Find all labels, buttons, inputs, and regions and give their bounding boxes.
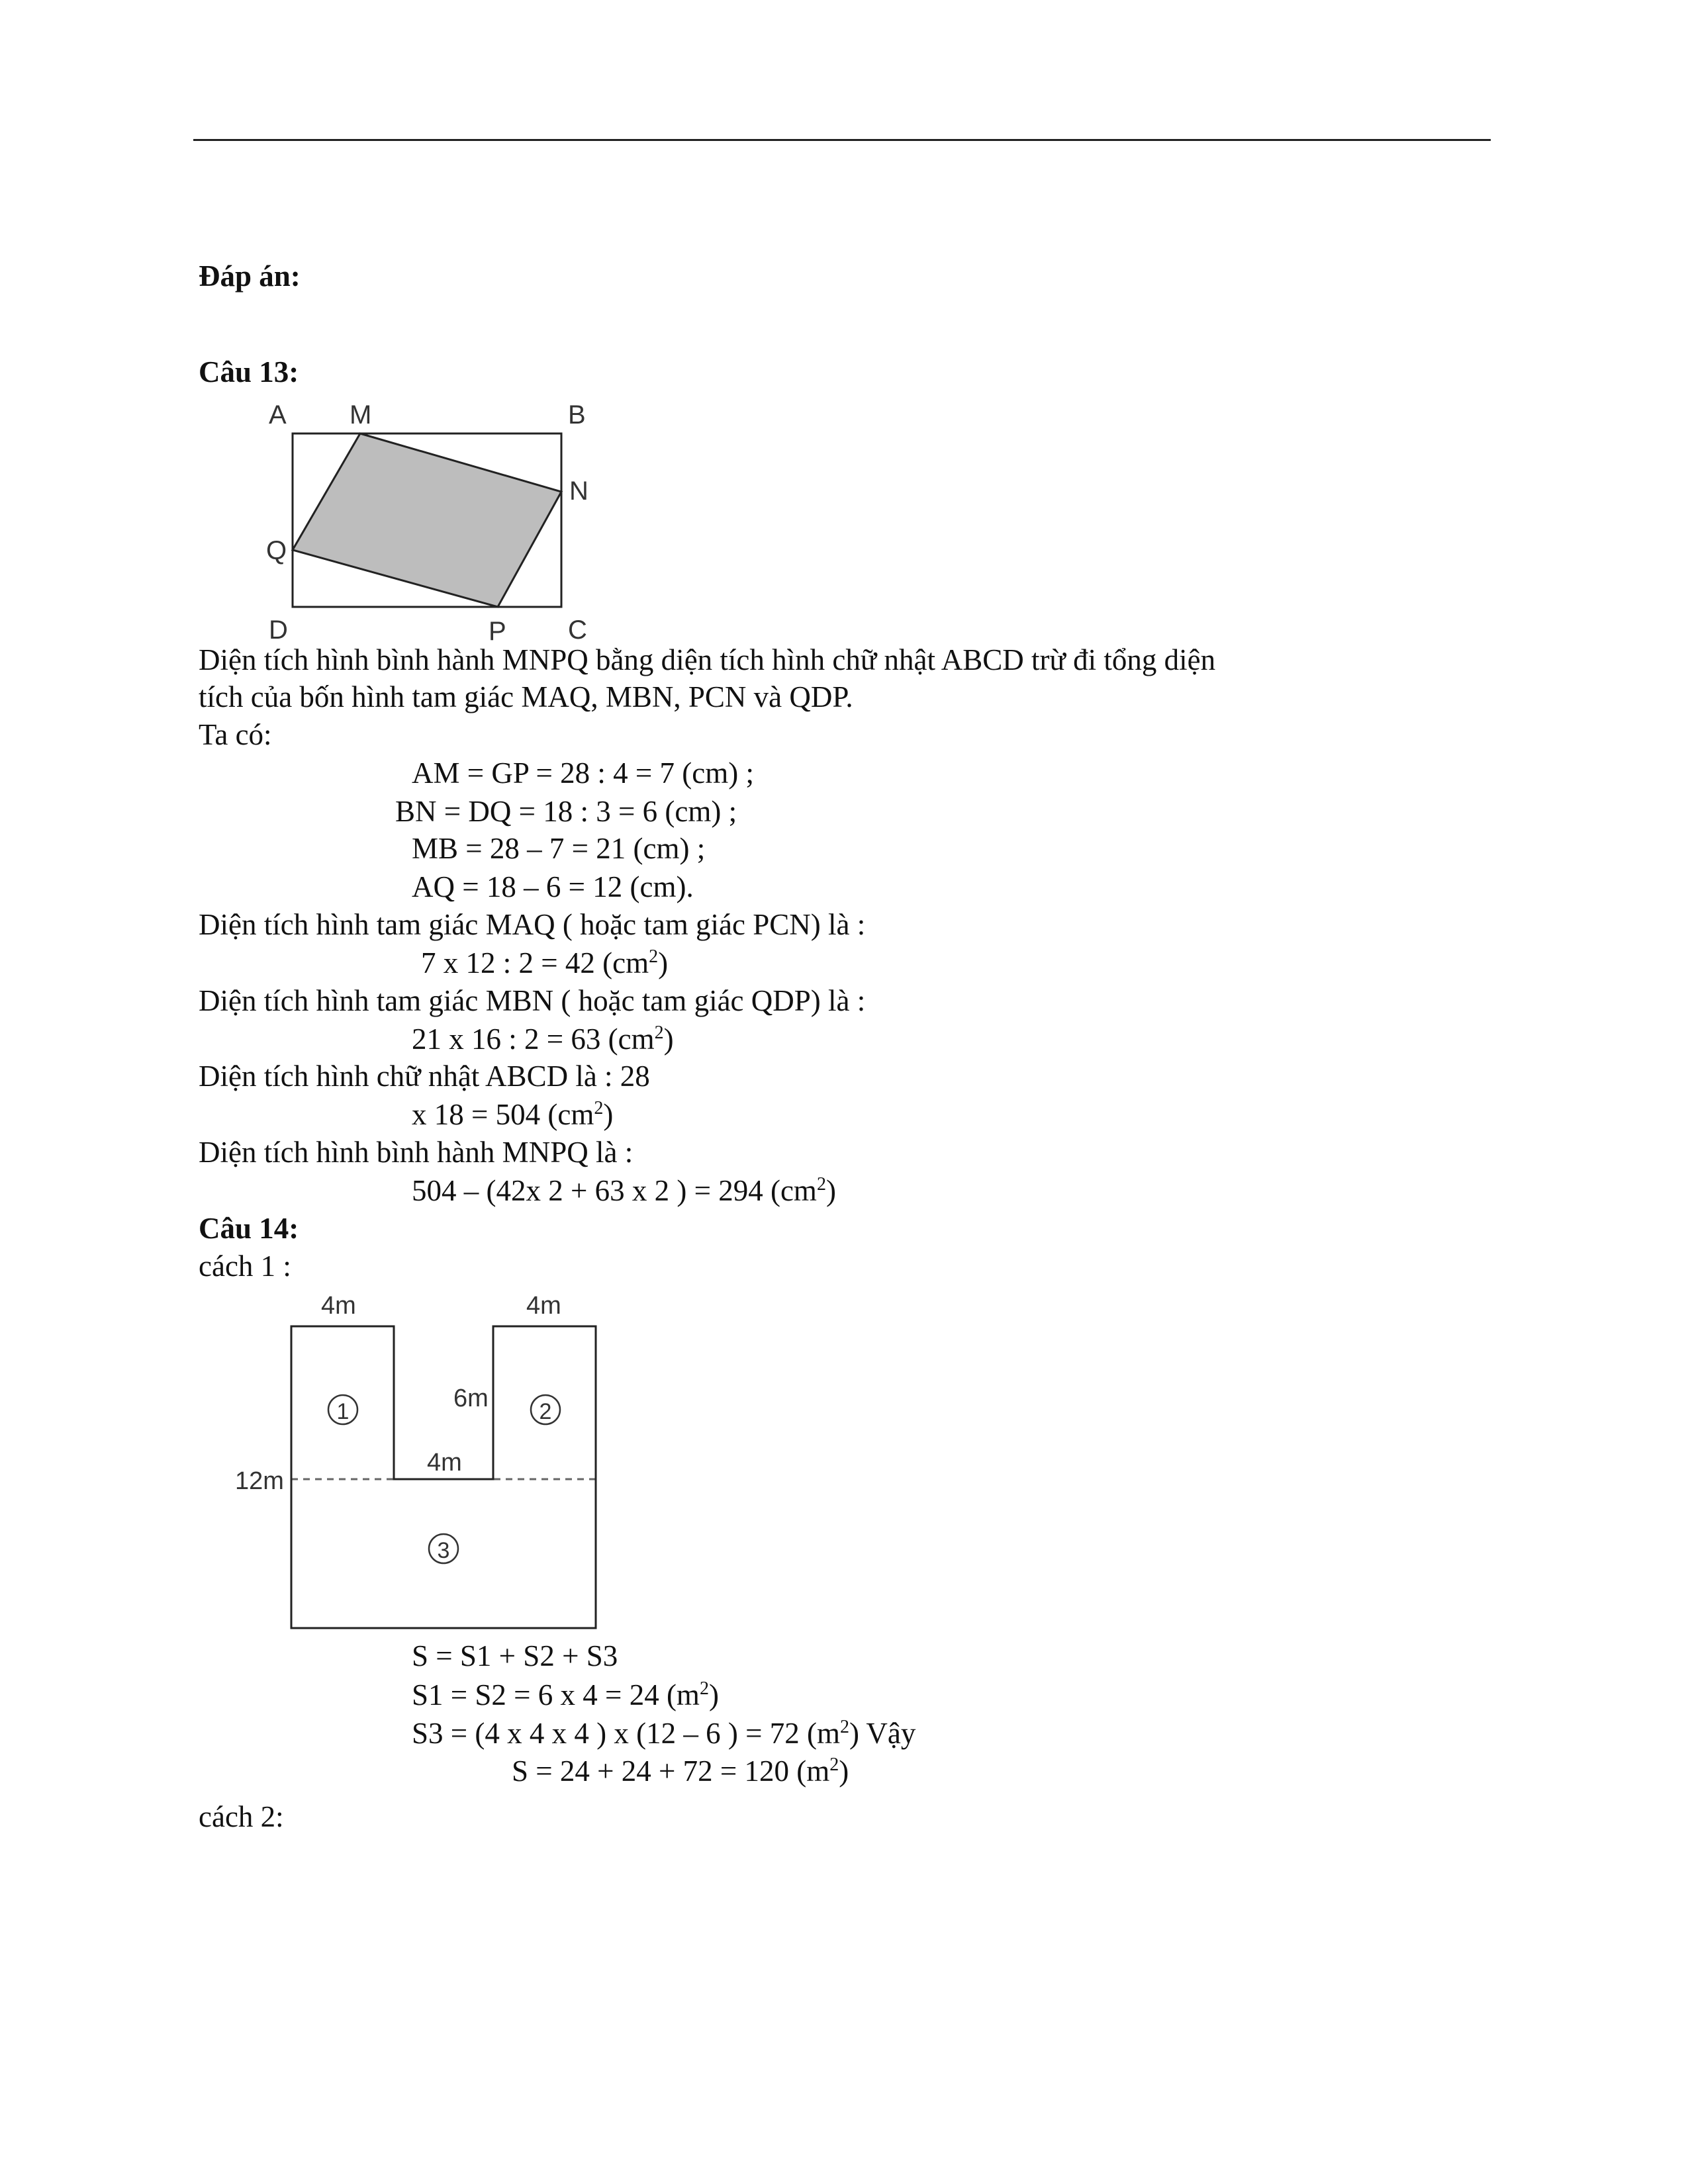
label-n: N [569,477,588,506]
method-2-label: cách 2: [199,1800,284,1833]
s-formula: S = S1 + S2 + S3 [412,1639,618,1672]
s3-calc: S3 = (4 x 4 x 4 ) x (12 – 6 ) = 72 $(m^2)$ Vậy [412,1717,916,1750]
label-a: A [269,400,287,430]
label-top-left-width: 4m [321,1292,356,1320]
area-abcd-label: Diện tích hình chữ nhật ABCD là : 28 [199,1060,650,1093]
parallelogram-mnpq [293,433,561,607]
answer-heading: Đáp án: [199,259,301,293]
area-mbn-label: Diện tích hình tam giác MBN ( hoặc tam giác QDP) là : [199,984,866,1017]
superscript: 2 [649,946,659,967]
superscript: 2 [594,1098,604,1118]
label-inner-width: 4m [427,1449,462,1477]
u-shape-outline [291,1326,596,1628]
area-mbn-calc: 21 x 16 : 2 = 63 $(cm^2)$ [412,1023,674,1056]
parallelogram-figure [252,394,662,645]
label-q: Q [266,536,287,565]
question-14-title: Câu 14: [199,1212,299,1245]
area-maq-calc: 7 x 12 : 2 = 42 $(cm^2)$ [421,946,669,979]
label-d: D [269,615,288,645]
equation-mb: MB = 28 – 7 = 21 (cm) ; [412,832,706,865]
q13-text-line-2: tích của bốn hình tam giác MAQ, MBN, PCN và QDP. [199,680,853,713]
label-inner-height: 6m [453,1385,489,1412]
label-top-right-width: 4m [526,1292,561,1320]
region-3-number: 3 [437,1538,450,1563]
area-mnpq-calc: 504 – (42x 2 + 63 x 2 ) = 294 $(cm^2)$ [412,1174,836,1207]
s1-s2-calc: S1 = S2 = 6 x 4 = 24 $(m^2)$ [412,1678,719,1711]
equation-aq: AQ = 18 – 6 = 12 (cm). [412,870,694,903]
q13-text-line-1: Diện tích hình bình hành MNPQ bằng diện tích hình chữ nhật ABCD trừ đi tổng diện [199,643,1216,676]
equation-bn: BN = DQ = 18 : 3 = 6 (cm) ; [395,795,737,828]
area-mnpq-label: Diện tích hình bình hành MNPQ là : [199,1136,633,1169]
superscript: 2 [654,1023,664,1043]
header-rule [193,139,1491,141]
ta-co-label: Ta có: [199,718,272,751]
superscript: 2 [816,1174,826,1195]
area-abcd-calc: x 18 = 504 $(cm^2)$ [412,1098,614,1131]
label-p: P [489,617,506,645]
region-2-number: 2 [539,1399,552,1424]
superscript: 2 [839,1717,849,1737]
label-c: C [568,615,587,645]
s-total-calc: S = 24 + 24 + 72 = 120 $(m^2)$ [512,1754,849,1788]
area-maq-label: Diện tích hình tam giác MAQ ( hoặc tam giác PCN) là : [199,908,866,941]
question-13-title: Câu 13: [199,355,299,388]
superscript: 2 [699,1678,709,1699]
label-total-height: 12m [235,1467,284,1495]
u-shape-figure [225,1284,649,1641]
superscript: 2 [829,1754,839,1775]
equation-am: AM = GP = 28 : 4 = 7 (cm) ; [412,756,754,790]
method-1-label: cách 1 : [199,1250,291,1283]
label-m: M [350,400,372,430]
label-b: B [568,400,586,430]
region-1-number: 1 [336,1399,350,1424]
